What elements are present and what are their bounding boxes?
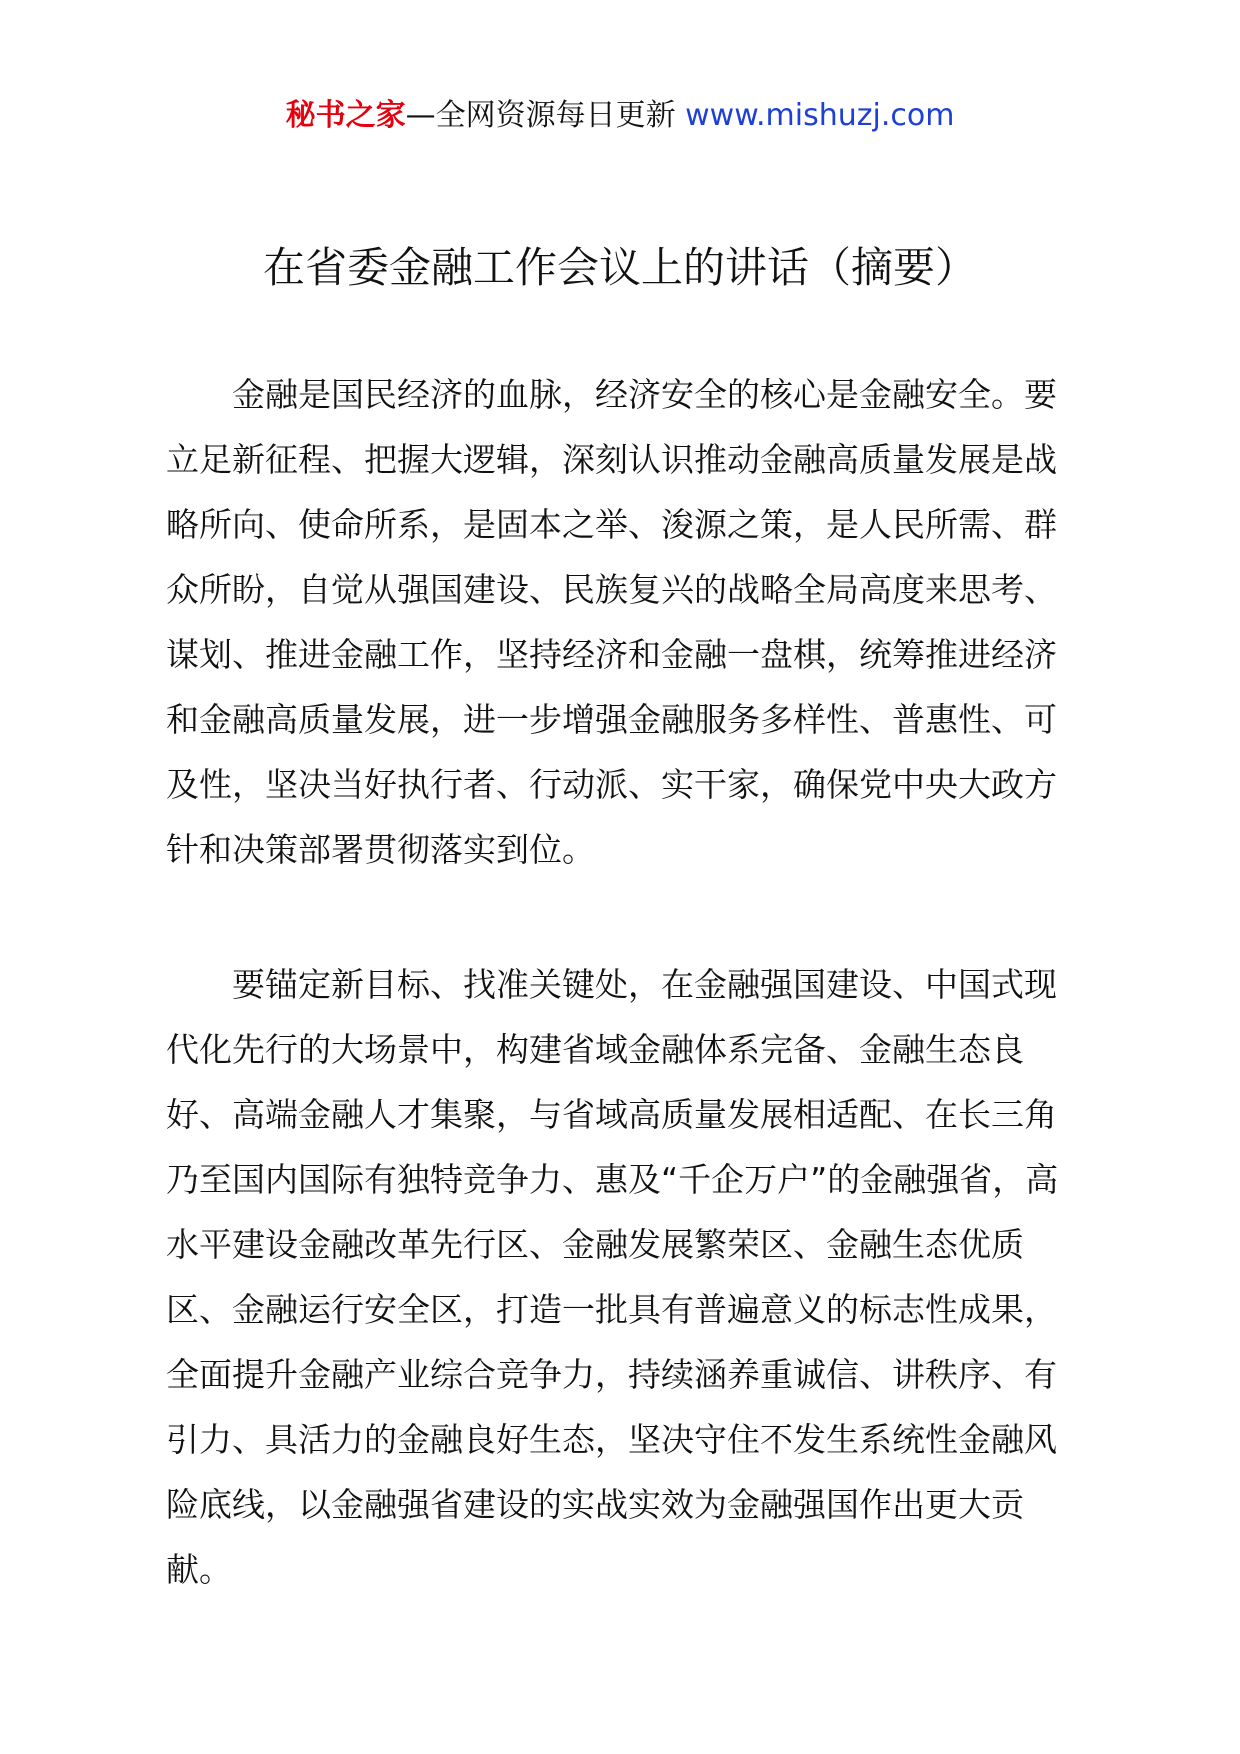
document-title: 在省委金融工作会议上的讲话（摘要） [262, 243, 977, 292]
site-header [0, 96, 1240, 136]
body-paragraph-2: 要锚定新目标、找准关键处，在金融强国建设、中国式现代化先行的大场景中，构建省域金融体系完备、金融生态良好、高端金融人才集聚，与省域高质量发展相适配、在长三角乃至国内国际有独特竞争力、惠及“千企万户”的金融强省，高水平建设金融改革先行区、金融发展繁荣区、金融生态优质区、金融运行安全区，打造一批具有普遍意义的标志性成果，全面提升金融产业综合竞争力，持续涵养重诚信、讲秩序、有引力、具活力的金融良好生态，坚决守住不发生系统性金融风险底线，以金融强省建设的实战实效为金融强国作出更大贡献。 [166, 965, 1059, 1589]
site-brand: 秘书之家 [285, 98, 406, 133]
site-url-link[interactable]: www.mishuzj.com [685, 98, 955, 133]
site-tagline: —全网资源每日更新 [405, 98, 686, 133]
body-paragraph-1: 金融是国民经济的血脉，经济安全的核心是金融安全。要立足新征程、把握大逻辑，深刻认识推动金融高质量发展是战略所向、使命所系，是固本之举、浚源之策，是人民所需、群众所盼，自觉从强国建设、民族复兴的战略全局高度来思考、谋划、推进金融工作，坚持经济和金融一盘棋，统筹推进经济和金融高质量发展，进一步增强金融服务多样性、普惠性、可及性，坚决当好执行者、行动派、实干家，确保党中央大政方针和决策部署贯彻落实到位。 [166, 375, 1057, 869]
